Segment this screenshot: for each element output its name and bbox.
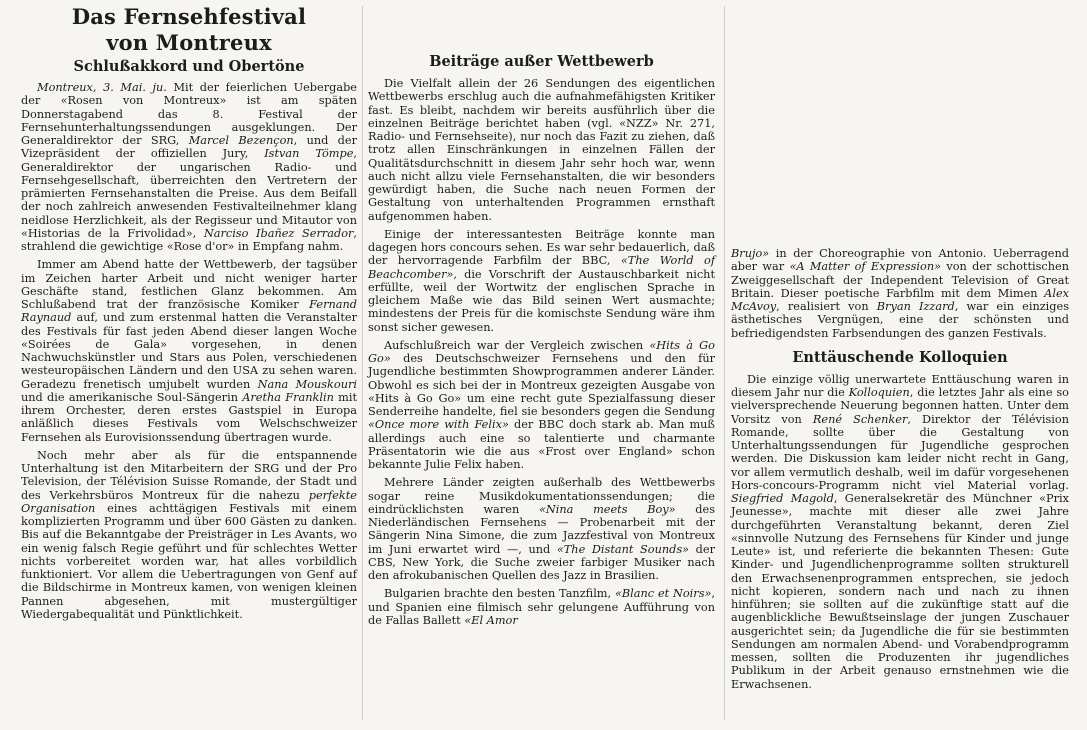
title-line-1: Das Fernsehfestival xyxy=(71,4,307,29)
paragraph: Bulgarien brachte den besten Tanzfilm, «Blanc et Noirs», und Spanien eine filmisch sehr gelungene Aufführung von de Fallas Ballett «El Amor xyxy=(368,587,715,627)
paragraph: Die Vielfalt allein der 26 Sendungen des eigentlichen Wettbewerbs erschlug auch die aufnahmefähigsten Kritiker fast. Es bleibt, nachdem wir bereits ausführlich über die einzelnen Beiträge berichtet haben (vgl. «NZZ» Nr. 271, Radio- und Fernsehseite), nur noch das Fazit zu ziehen, daß trotz allen Einschränkungen in einzelnen Fällen der Qualitätsdurchschnitt in diesem Jahr sehr hoch war, wenn auch nicht allzu viele Fernsehanstalten, die wir besonders gewürdigt haben, die Suche nach neuen Formen der Gestaltung von unterhaltenden Programmen ernsthaft aufgenommen haben. xyxy=(368,77,715,223)
paragraph: Noch mehr aber als für die entspannende Unterhaltung ist den Mitarbeitern der SRG und der Pro Television, der Télévision Suisse Romande, der Stadt und des Verkehrsbüros Montreux für die nahezu perfekte Organisation eines achttägigen Festivals mit einem komplizierten Programm und über 600 Gästen zu danken. Bis auf die Bekanntgabe der Preisträger in Les Avants, wo ein wenig falsch Regie geführt und für schlechtes Wetter nichts vorbereitet worden war, hat alles vorbildlich funktioniert. Vor allem die Uebertragungen von Genf auf die Bildschirme in Montreux kamen, von wenigen kleinen Pannen abgesehen, mit mustergültiger Wiedergabequalität und Pünktlichkeit. xyxy=(21,448,357,621)
paragraph: Einige der interessantesten Beiträge konnte man dagegen hors concours sehen. Es war sehr bedauerlich, daß der hervorragende Farbfilm der BBC, «The World of Beachcomber», die Vorschrift der Austauschbarkeit nicht erfüllte, weil der Wortwitz der englischen Sprache in gleichem Maße wie das Bild seinen Wert ausmachte; mindestens der Preis für die komischste Sendung wäre ihm sonst sicher gewesen. xyxy=(368,227,715,334)
article-subtitle: Schlußakkord und Obertöne xyxy=(73,58,305,75)
paragraph: Mehrere Länder zeigten außerhalb des Wettbewerbs sogar reine Musikdokumentationssendungen; die eindrücklichsten waren «Nina meets Boy» des Niederländischen Fernsehens — Probenarbeit mit der Sängerin Nina Simone, die zum Jazzfestival von Montreux im Juni erwartet wird —, und «The Distant Sounds» der CBS, New York, die Suche zweier farbiger Musiker nach den afrokubanischen Quellen des Jazz in Brasilien. xyxy=(368,476,716,582)
column-divider xyxy=(724,6,725,720)
article-title xyxy=(21,4,357,56)
article-column-2 xyxy=(368,52,715,632)
section-heading: Beiträge außer Wettbewerb xyxy=(429,53,654,70)
paragraph: Immer am Abend hatte der Wettbewerb, der tagsüber im Zeichen harter Arbeit und nicht weniger harter Geschäfte stand, festlichen Glanz bekommen. Am Schlußabend trat der französische Komiker Fernand Raynaud auf, und zum erstenmal hatten die Veranstalter des Festivals für fast jeden Abend dieser langen Woche «Soirées de Gala» vorgesehen, in denen Nachwuchskünstler und Stars aus Polen, verschiedenen westeuropäischen Ländern und den USA zu sehen waren. Geradezu frenetisch umjubelt wurden Nana Mouskouri und die amerikanische Soul-Sängerin Aretha Franklin mit ihrem Orchester, deren erstes Gastspiel in Europa anläßlich dieses Festivals vom Welschschweizer Fernsehen als Eurovisionssendung übertragen wurde. xyxy=(21,258,357,444)
section-heading: Enttäuschende Kolloquien xyxy=(792,348,1008,366)
article-column-3 xyxy=(731,247,1069,696)
paragraph: Aufschlußreich war der Vergleich zwischen «Hits à Go Go» des Deutschschweizer Fernsehens und den für Jugendliche bestimmten Showprogrammen anderer Länder. Obwohl es sich bei der in Montreux gezeigten Ausgabe von «Hits à Go Go» um eine recht gute Spezialfassung dieser Senderreihe handelte, fiel sie besonders gegen die Sendung «Once more with Felix» der BBC doch stark ab. Man muß allerdings auch eine so talentierte und charmante Präsentatorin wie die aus «Frost over England» schon bekannte Julie Felix haben. xyxy=(368,338,715,471)
paragraph: Montreux, 3. Mai. ju. Mit der feierlichen Uebergabe der «Rosen von Montreux» ist am späten Donnerstagabend das 8. Festival der Fernsehunterhaltungssendungen ausgeklungen. Der Generaldirektor der SRG, Marcel Bezençon, und der Vizepräsident der offiziellen Jury, Istvan Tömpe, Generaldirektor der ungarischen Radio- und Fernsehgesellschaft, überreichten den Vertretern der prämierten Fernsehanstalten die Preise. Aus dem Beifall der noch zahlreich anwesenden Festivalteilnehmer klang neidlose Herzlichkeit, als der Regisseur und Mitautor von «Historias de la Frivolidad», Narciso Ibañez Serrador, strahlend die gewichtige «Rose d'or» in Empfang nahm. xyxy=(21,81,358,253)
dateline: Montreux, 3. Mai. ju. xyxy=(37,81,167,94)
title-line-2: von Montreux xyxy=(106,30,272,55)
paragraph: Brujo» in der Choreographie von Antonio. Ueberragend aber war «A Matter of Expression» von der schottischen Zweiggesellschaft der Independent Television of Great Britain. Dieser poetische Farbfilm mit dem Mimen Alex McAvoy, realisiert von Bryan Izzard, war ein einziges ästhetisches Vergnügen, eine der schönsten und befriedigendsten Farbsendungen des ganzen Festivals. xyxy=(731,247,1069,340)
article-column-1 xyxy=(21,4,357,626)
paragraph: Die einzige völlig unerwartete Enttäuschung waren in diesem Jahr nur die Kolloquien, die letztes Jahr als eine so vielversprechende Neuerung begonnen hatten. Unter dem Vorsitz von René Schenker, Direktor der Télévision Romande, sollte über die Gestaltung von Unterhaltungssendungen für Jugendliche gesprochen werden. Die Diskussion kam leider nicht recht in Gang, vor allem vermutlich deshalb, weil im dafür vorgesehenen Hors-concours-Programm nicht viel Material vorlag. Siegfried Magold, Generalsekretär des Münchner «Prix Jeunesse», machte mit dieser alle zwei Jahre durchgeführten Veranstaltung bekannt, deren Ziel «sinnvolle Nutzung des Fernsehens für Kinder und junge Leute» ist, und referierte die bekannten Thesen: Gute Kinder- und Jugendlichenprogramme sollten strukturell den Erwachsenenprogrammen entsprechen, sie jedoch nicht kopieren, sondern nach und nach zu ihnen hinführen; sie sollten auf die zukünftige statt auf die augenblickliche Bewußtseinslage der jungen Zuschauer ausgerichtet sein; da Jugendliche die für sie bestimmten Sendungen am normalen Abend- und Vorabendprogramm messen, sollten die Produzenten ihr jugendliches Publikum in der Arbeit genauso ernstnehmen wie die Erwachsenen. xyxy=(731,372,1069,691)
column-divider xyxy=(362,6,363,720)
